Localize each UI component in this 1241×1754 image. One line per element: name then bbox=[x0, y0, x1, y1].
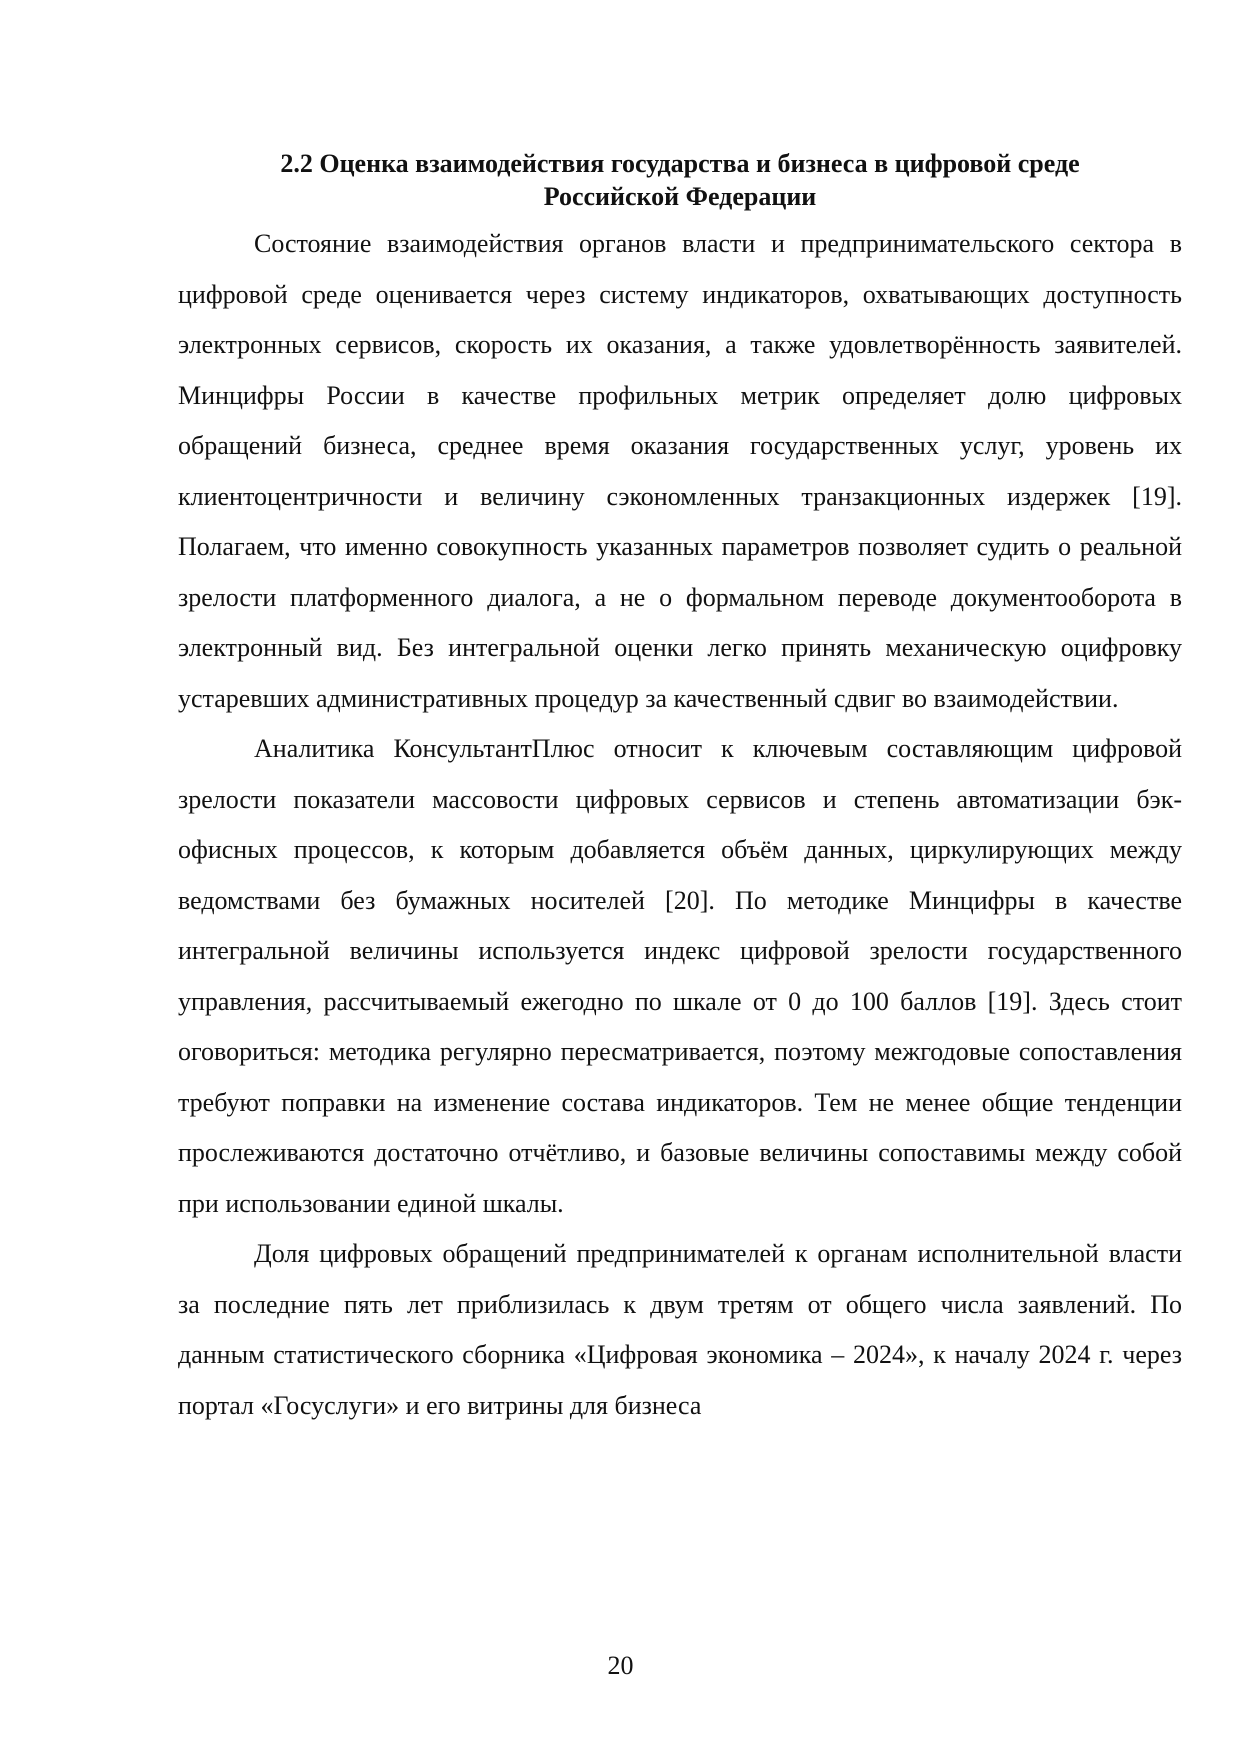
paragraph-3: Доля цифровых обращений предпринимателей к органам исполнительной власти за последние пять лет приблизилась к двум третям от общего числа заявлений. По данным статистического сборника «Цифровая экономика – 2024», к началу 2024 г. через портал «Госуслуги» и его витрины для бизнеса bbox=[178, 1239, 1182, 1420]
section-heading-line-2: Российской Федерации bbox=[543, 182, 817, 211]
paragraph-2: Аналитика КонсультантПлюс относит к ключевым составляющим цифровой зрелости показатели массовости цифровых сервисов и степень автоматизации бэк-офисных процессов, к которым добавляется объём данных, циркулирующих между ведомствами без бумажных носителей [20]. По методике Минцифры в качестве интегральной величины используется индекс цифровой зрелости государственного управления, рассчитываемый ежегодно по шкале от 0 до 100 баллов [19]. Здесь стоит оговориться: методика регулярно пересматривается, поэтому межгодовые сопоставления требуют поправки на изменение состава индикаторов. Тем не менее общие тенденции прослеживаются достаточно отчётливо, и базовые величины сопоставимы между собой при использовании единой шкалы. bbox=[178, 734, 1182, 1218]
page-number: 20 bbox=[607, 1651, 634, 1680]
section-heading bbox=[178, 147, 1182, 213]
paragraph-1: Состояние взаимодействия органов власти и предпринимательского сектора в цифровой среде оценивается через систему индикаторов, охватывающих доступность электронных сервисов, скорость их оказания, а также удовлетворённость заявителей. Минцифры России в качестве профильных метрик определяет долю цифровых обращений бизнеса, среднее время оказания государственных услуг, уровень их клиентоцентричности и величину сэкономленных транзакционных издержек [19]. Полагаем, что именно совокупность указанных параметров позволяет судить о реальной зрелости платформенного диалога, а не о формальном переводе документооборота в электронный вид. Без интегральной оценки легко принять механическую оцифровку устаревших административных процедур за качественный сдвиг во взаимодействии. bbox=[178, 229, 1182, 713]
section-heading-line-1: 2.2 Оценка взаимодействия государства и бизнеса в цифровой среде bbox=[280, 149, 1080, 178]
page-content bbox=[178, 147, 1182, 1431]
